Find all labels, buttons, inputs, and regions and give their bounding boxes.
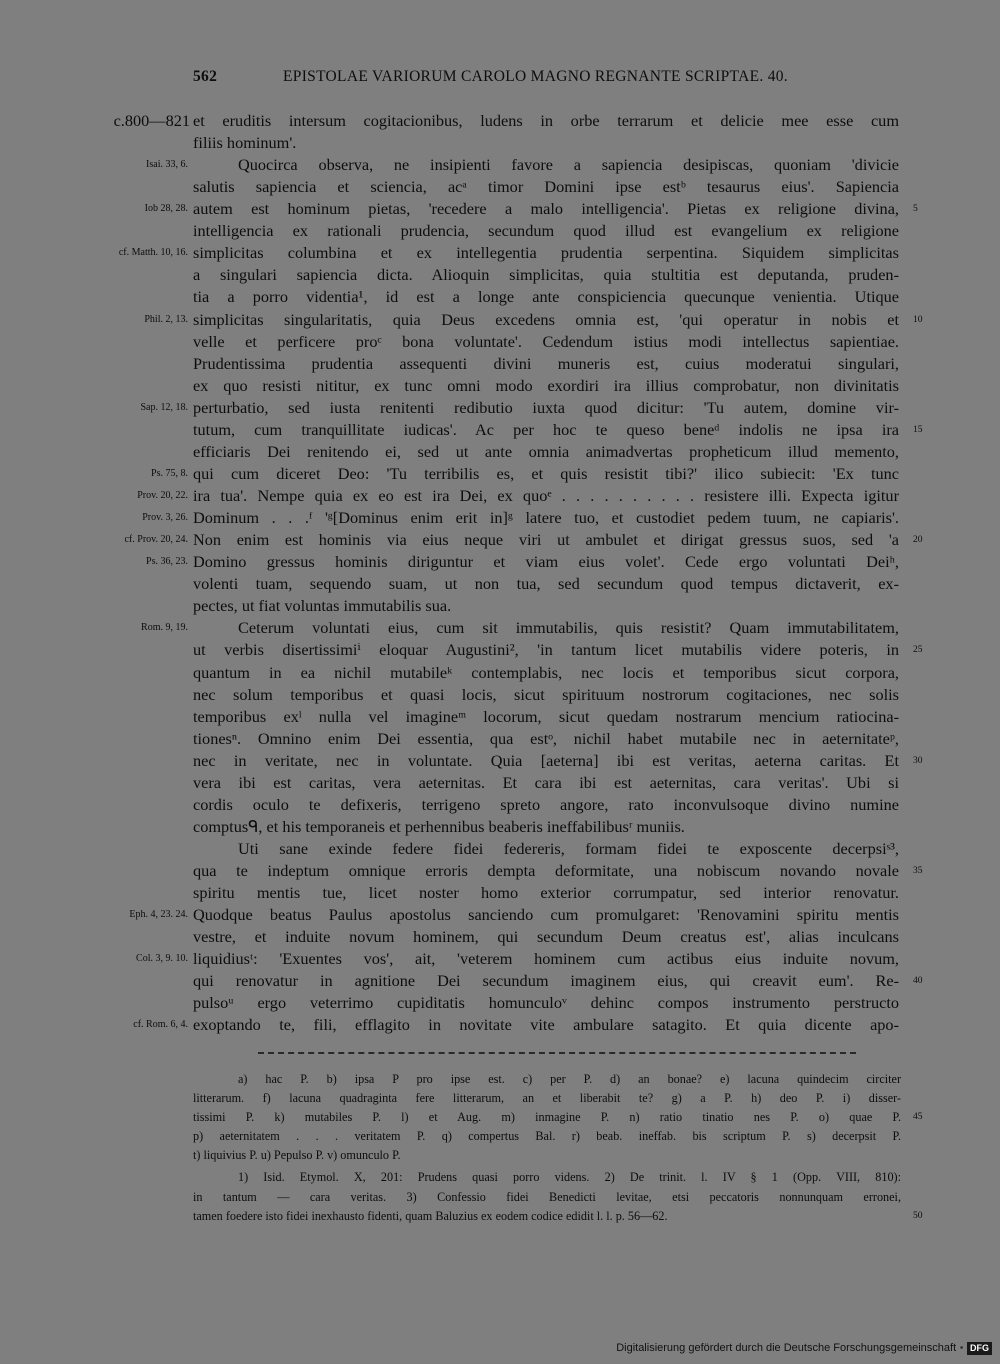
apparatus-line: litterarum. f) lacuna quadraginta fere litterarum, an et liberabit te? g) a P. h) deo P. i) disser-: [193, 1091, 901, 1105]
text-line: Uti sane exinde federe fidei federeris, formam fidei te exposcente decerpsiˢ³,: [238, 838, 899, 858]
text-line: nec in veritate, nec in voluntate. Quia [aeterna] ibi est veritas, aeterna caritas. Et: [193, 750, 899, 770]
apparatus-line: a) hac P. b) ipsa P pro ipse est. c) per P. d) an bonae? e) lacuna quindecim circiter: [238, 1072, 901, 1086]
text-line: qui cum diceret Deo: 'Tu terribilis es, et quis resistit tibi?' ilico subiecit: 'Ex tunc: [193, 463, 899, 483]
citation-margin-note: Ps. 75, 8.: [151, 467, 188, 479]
text-line: exoptando te, fili, efflagito in novitate vite ambulare satagito. Et quia dicente apo-: [193, 1015, 899, 1035]
text-line: quantum in ea nichil mutabileᵏ contemplabis, nec locis et temporibus sicut corpora,: [193, 662, 899, 682]
citation-margin-note: Col. 3, 9. 10.: [136, 953, 188, 965]
text-line: intelligencia ex rationali prudencia, secundum quod illud est evangelium ex religione: [193, 221, 899, 241]
text-line: comptusᑫ, et his temporaneis et perhennibus beaberis ineffabilibusʳ muniis.: [193, 816, 685, 836]
text-line: nec solum temporibus et quasi locis, sicut spirituum nostrorum cogitaciones, nec solis: [193, 684, 899, 704]
text-line: a singulari sapiencia dicta. Alioquin simplicitas, quia stultitia est deputanda, pruden-: [193, 265, 899, 285]
line-number: 40: [913, 976, 923, 987]
text-line: simplicitas singularitatis, quia Deus excedens omnia est, 'qui operatur in nobis et: [193, 309, 899, 329]
text-line: velle et perficere proᶜ bona voluntate'. Cedendum istius modi intellectus sapientiae.: [193, 331, 899, 351]
text-line: tionesⁿ. Omnino enim Dei essentia, qua estᵒ, nichil habet mutabile nec in aeternitateᵖ,: [193, 728, 899, 748]
text-line: Dominum . . .ᶠ 'ᵍ[Dominus enim erit in]ᵍ latere tuo, et custodiet pedem tuum, ne capiaris'.: [193, 508, 899, 528]
source-note-line: tamen foedere isto fidei inexhausto fidenti, quam Baluzius ex eodem codice edidit l. l. p. 56—62.: [193, 1209, 668, 1223]
apparatus-line: t) liquivius P. u) Pepulso P. v) omunculo P.: [193, 1148, 401, 1162]
text-line: tutum, cum tranquillitate iudicas'. Ac per hoc te queso beneᵈ indolis ne ipsa ira: [193, 419, 899, 439]
citation-margin-note: Prov. 3, 26.: [142, 512, 188, 524]
line-number: 25: [913, 645, 923, 656]
citation-margin-note: Sap. 12, 18.: [140, 401, 188, 413]
text-line: temporibus exˡ nulla vel imagineᵐ locorum, sicut quedam nostrarum mencium ratiocina-: [193, 706, 899, 726]
running-title: EPISTOLAE VARIORUM CAROLO MAGNO REGNANTE SCRIPTAE. 40.: [283, 68, 788, 85]
text-line: Ceterum voluntati eius, cum sit immutabilis, quis resistit? Quam immutabilitatem,: [238, 618, 899, 638]
text-line: pectes, ut fiat voluntas immutabilis sua.: [193, 596, 452, 616]
text-line: ira tua'. Nempe quia ex eo est ira Dei, ex quoᵉ . . . . . . . . . . resistere illi. Expecta igitur: [193, 486, 899, 506]
text-line: Non enim est hominis via eius neque viri ut ambulet et dirigat gressus suos, sed 'a: [193, 530, 899, 550]
text-line: Quocirca observa, ne insipienti favore a sapiencia desipiscas, quoniam 'divicie: [238, 155, 899, 175]
citation-margin-note: Ps. 36, 23.: [146, 556, 188, 568]
text-line: efficiaris Dei renitendo ei, sed ut ante omnia animadvertas propheticum illud memento,: [193, 441, 899, 461]
text-line: perturbatio, sed iusta renitenti redibutio iuxta quod dicitur: 'Tu autem, domine vir-: [193, 397, 899, 417]
line-number: 50: [913, 1211, 923, 1221]
text-line: salutis sapiencia et sciencia, acᵃ timor Domini ipse estᵇ tesaurus eius'. Sapiencia: [193, 177, 899, 197]
citation-margin-note: cf. Prov. 20, 24.: [124, 534, 188, 546]
funding-note: Digitalisierung gefördert durch die Deutsche Forschungsgemeinschaft: [616, 1342, 957, 1354]
citation-margin-note: Phil. 2, 13.: [144, 313, 188, 325]
citation-margin-note: Iob 28, 28.: [144, 203, 188, 215]
text-line: cordis oculo te defixeris, terrigeno spreto angore, rato inconvulsoque divino numine: [193, 794, 899, 814]
text-line: qua te indeptum omnique erroris dempta deformitate, una nobiscum novando novale: [193, 861, 899, 881]
text-line: tia a porro videntia¹, id est a longe ante conspiciencia quecunque venientia. Utique: [193, 287, 899, 307]
text-line: simplicitas columbina et ex intellegentia prudentia serpentina. Siquidem simplicitas: [193, 243, 899, 263]
dfg-logo: DFG: [967, 1342, 992, 1355]
separator-dot: ▪: [960, 1343, 963, 1352]
citation-margin-note: Eph. 4, 23. 24.: [129, 909, 188, 921]
text-line: et eruditis intersum cogitacionibus, ludens in orbe terrarum et delicie mee esse cum: [193, 111, 899, 130]
text-line: filiis hominum'.: [193, 133, 297, 153]
text-line: spiritu mentis tue, licet noster homo exterior corrumpatur, sed interior renovatur.: [193, 883, 899, 903]
text-line: volenti tuam, sequendo suam, ut non tua, sed secundum quod tempus dictaverit, ex-: [193, 574, 899, 594]
text-line: autem est hominum pietas, 'recedere a malo intelligencia'. Pietas ex religione divina,: [193, 199, 899, 219]
date-margin-note: c.800—821: [113, 111, 190, 130]
text-line: Domino gressus hominis diriguntur et viam eius volet'. Cede ergo voluntati Deiʰ,: [193, 552, 899, 572]
line-number: 15: [913, 424, 923, 435]
line-number: 20: [913, 535, 923, 546]
apparatus-line: tissimi P. k) mutabiles P. l) et Aug. m) inmagine P. n) ratio tinatio nes P. o) quae P.: [193, 1110, 901, 1124]
source-note-line: in tantum — cara veritas. 3) Confessio fidei Benedicti levitae, etsi peccatoris nonnunquam erronei,: [193, 1189, 901, 1204]
digitization-footer: [616, 1340, 992, 1356]
line-number: 35: [913, 866, 923, 877]
line-number: 45: [913, 1112, 923, 1122]
text-line: vestre, et induite novum hominem, qui secundum Deum creatus est', alias inculcans: [193, 927, 899, 947]
text-line: vera ibi est caritas, vera aeternitas. Et cara ibi est aeternitas, cara veritas'. Ubi si: [193, 772, 899, 792]
text-line: qui renovatur in agnitione Dei secundum imaginem eius, qui creavit eum'. Re-: [193, 971, 899, 991]
citation-margin-note: Rom. 9, 19.: [141, 622, 188, 634]
footnote-separator: [258, 1052, 856, 1054]
apparatus-line: p) aeternitatem . . . veritatem P. q) compertus Bal. r) beab. ineffab. bis scriptum P. s) decerpsit P.: [193, 1129, 901, 1143]
text-line: liquidiusᵗ: 'Exuentes vos', ait, 'veterem hominem cum actibus eius induite novum,: [193, 949, 899, 969]
text-line: ut verbis disertissimiⁱ eloquar Augustini², 'in tantum licet mutabilis videre poteris, in: [193, 640, 899, 660]
citation-margin-note: Isai. 33, 6.: [146, 159, 188, 171]
citation-margin-note: Prov. 20, 22.: [137, 490, 188, 502]
text-line: Quodque beatus Paulus apostolus sanciendo cum promulgaret: 'Renovamini spiritu mentis: [193, 905, 899, 925]
line-number: 30: [913, 755, 923, 766]
text-line: Prudentissima prudentia assequenti divini muneris est, cuius moderatui singulari,: [193, 353, 899, 373]
running-header: [193, 68, 813, 94]
text-line: ex quo resisti nititur, ex tunc omni modo exordiri ira illius comprobatur, non divinitatis: [193, 375, 899, 395]
citation-margin-note: cf. Matth. 10, 16.: [118, 247, 188, 259]
source-note-line: 1) Isid. Etymol. X, 201: Prudens quasi porro videns. 2) De trinit. l. IV § 1 (Opp. VIII, 810):: [238, 1170, 901, 1184]
citation-margin-note: cf. Rom. 6, 4.: [133, 1019, 188, 1031]
text-line: pulsoᵘ ergo veterrimo cupiditatis homunculoᵛ dehinc compos instrumento perstructo: [193, 993, 899, 1013]
page-number: 562: [193, 68, 218, 85]
line-number: 10: [913, 314, 923, 325]
line-number: 5: [913, 204, 918, 215]
